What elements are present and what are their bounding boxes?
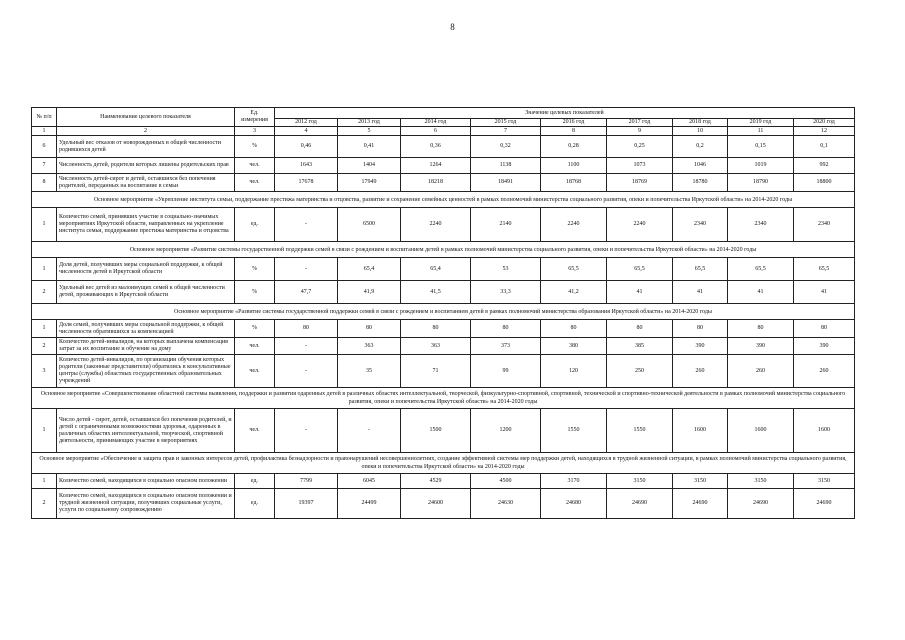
- value-cell: 65,4: [401, 258, 471, 281]
- column-number: 11: [728, 127, 794, 136]
- row-number: 1: [32, 320, 57, 338]
- row-number: 1: [32, 474, 57, 489]
- value-cell: 0,15: [728, 136, 794, 158]
- value-cell: 390: [728, 338, 794, 355]
- value-cell: 41,5: [401, 281, 471, 304]
- value-cell: 41: [607, 281, 673, 304]
- value-cell: 65,5: [541, 258, 607, 281]
- value-cell: 1404: [338, 158, 401, 174]
- indicator-name: Удельный вес детей из малоимущих семей к общей численности детей, проживающих в Иркутской области: [57, 281, 235, 304]
- value-cell: 33,3: [471, 281, 541, 304]
- value-cell: 80: [275, 320, 338, 338]
- table-header: [32, 108, 855, 136]
- value-cell: 24630: [471, 489, 541, 519]
- table-row: [32, 474, 855, 489]
- value-cell: 80: [794, 320, 855, 338]
- value-cell: 3150: [607, 474, 673, 489]
- column-number: 7: [471, 127, 541, 136]
- value-cell: 260: [794, 355, 855, 388]
- indicator-name: Численность детей, родители которых лишены родительских прав: [57, 158, 235, 174]
- value-cell: 19397: [275, 489, 338, 519]
- unit-cell: ед.: [235, 474, 275, 489]
- unit-cell: %: [235, 136, 275, 158]
- value-cell: 390: [794, 338, 855, 355]
- unit-cell: чел.: [235, 355, 275, 388]
- unit-cell: ед.: [235, 489, 275, 519]
- page-number: 8: [450, 22, 455, 32]
- indicator-name: Удельный вес отказов от новорожденных в общей численности родившихся детей: [57, 136, 235, 158]
- value-cell: 1046: [673, 158, 728, 174]
- year-header: 2012 год: [275, 119, 338, 127]
- column-number: 9: [607, 127, 673, 136]
- unit-cell: чел.: [235, 158, 275, 174]
- value-cell: 65,5: [728, 258, 794, 281]
- year-header: 2017 год: [607, 119, 673, 127]
- value-cell: 47,7: [275, 281, 338, 304]
- value-cell: 65,5: [607, 258, 673, 281]
- value-cell: 35: [338, 355, 401, 388]
- value-cell: 250: [607, 355, 673, 388]
- value-cell: 1643: [275, 158, 338, 174]
- value-cell: 18780: [673, 174, 728, 192]
- value-cell: 363: [401, 338, 471, 355]
- value-cell: 41,9: [338, 281, 401, 304]
- section-title: Основное мероприятие «Обеспечение и защита прав и законных интересов детей, профилактика безнадзорности и правонарушений несовершеннолетних, создание эффективной системы мер поддержки детей, находящихся в трудной жизненной ситуации, в рамках полномочий министерства социального развития, опеки и попечительства Иркутской области» на 2014-2020 годы: [32, 453, 855, 474]
- row-number: 6: [32, 136, 57, 158]
- value-cell: 24680: [541, 489, 607, 519]
- value-cell: 2340: [728, 208, 794, 242]
- indicator-name: Количество семей, принявших участие в социально-значимых мероприятиях Иркутской области, направленных на укрепление института семьи, поддержание престижа материнства и отцовства: [57, 208, 235, 242]
- value-cell: 1200: [471, 409, 541, 453]
- indicator-name: Количество детей-инвалидов, на которых выплачена компенсация затрат за их воспитание и обучение на дому: [57, 338, 235, 355]
- column-number: 8: [541, 127, 607, 136]
- value-cell: 53: [471, 258, 541, 281]
- table-row: [32, 281, 855, 304]
- indicator-name: Доля семей, получивших меры социальной поддержки, к общей численности обратившихся за компенсацией: [57, 320, 235, 338]
- row-number: 1: [32, 258, 57, 281]
- value-cell: 80: [338, 320, 401, 338]
- value-cell: 18491: [471, 174, 541, 192]
- unit-cell: %: [235, 320, 275, 338]
- value-cell: 17678: [275, 174, 338, 192]
- value-cell: 80: [673, 320, 728, 338]
- value-cell: 2240: [401, 208, 471, 242]
- value-cell: 120: [541, 355, 607, 388]
- section-title: Основное мероприятие «Развитие системы государственной поддержки семей в связи с рождением и воспитанием детей в рамках полномочий министерства социального развития, опеки и попечительства Иркутской области» на 2014-2020 годы: [32, 242, 855, 258]
- value-cell: 992: [794, 158, 855, 174]
- unit-cell: ед.: [235, 208, 275, 242]
- row-number: 2: [32, 281, 57, 304]
- value-cell: -: [275, 338, 338, 355]
- section-row: [32, 453, 855, 474]
- unit-cell: чел.: [235, 409, 275, 453]
- value-cell: -: [275, 258, 338, 281]
- unit-cell: %: [235, 258, 275, 281]
- value-cell: 0,36: [401, 136, 471, 158]
- value-cell: 6045: [338, 474, 401, 489]
- value-cell: 18769: [607, 174, 673, 192]
- column-number: 10: [673, 127, 728, 136]
- value-cell: 2140: [471, 208, 541, 242]
- row-number: 2: [32, 489, 57, 519]
- value-cell: 0,32: [471, 136, 541, 158]
- value-cell: 24690: [673, 489, 728, 519]
- value-cell: 2240: [607, 208, 673, 242]
- year-header: 2020 год: [794, 119, 855, 127]
- value-cell: 24690: [728, 489, 794, 519]
- value-cell: 363: [338, 338, 401, 355]
- year-header: 2018 год: [673, 119, 728, 127]
- value-cell: 2240: [541, 208, 607, 242]
- row-number: 1: [32, 208, 57, 242]
- value-cell: 41: [794, 281, 855, 304]
- value-cell: 24499: [338, 489, 401, 519]
- value-cell: 3170: [541, 474, 607, 489]
- value-cell: 0,25: [607, 136, 673, 158]
- unit-cell: чел.: [235, 338, 275, 355]
- row-number: 2: [32, 338, 57, 355]
- indicator-name: Численность детей-сирот и детей, оставшихся без попечения родителей, переданных на воспитание в семьи: [57, 174, 235, 192]
- value-cell: 2340: [673, 208, 728, 242]
- value-cell: 80: [471, 320, 541, 338]
- section-row: [32, 388, 855, 409]
- table-row: [32, 208, 855, 242]
- column-number: 6: [401, 127, 471, 136]
- value-cell: 1600: [728, 409, 794, 453]
- table-row: [32, 338, 855, 355]
- value-cell: 2340: [794, 208, 855, 242]
- unit-cell: %: [235, 281, 275, 304]
- value-cell: 390: [673, 338, 728, 355]
- table-row: [32, 174, 855, 192]
- table-row: [32, 258, 855, 281]
- section-row: [32, 242, 855, 258]
- column-number: 1: [32, 127, 57, 136]
- value-cell: 1138: [471, 158, 541, 174]
- table-body: [32, 136, 855, 519]
- row-number: 1: [32, 409, 57, 453]
- year-header: 2019 год: [728, 119, 794, 127]
- values-group-header: Значение целевых показателей: [275, 108, 855, 119]
- value-cell: 80: [401, 320, 471, 338]
- value-cell: 373: [471, 338, 541, 355]
- value-cell: 1264: [401, 158, 471, 174]
- indicator-name: Количество семей, находящихся в социально опасном положении: [57, 474, 235, 489]
- value-cell: 41: [728, 281, 794, 304]
- column-number: 12: [794, 127, 855, 136]
- value-cell: 18768: [541, 174, 607, 192]
- unit-cell: чел.: [235, 174, 275, 192]
- value-cell: 260: [728, 355, 794, 388]
- value-cell: 0,28: [541, 136, 607, 158]
- value-cell: 18790: [728, 174, 794, 192]
- indicator-name: Количество детей-инвалидов, по организации обучения которых родители (законные представители) обратились в консультативные центры (службы) областных государственных образовательных учреждений: [57, 355, 235, 388]
- value-cell: 1550: [541, 409, 607, 453]
- row-number: 8: [32, 174, 57, 192]
- col-unit-header: Ед. измерения: [235, 108, 275, 127]
- value-cell: 80: [728, 320, 794, 338]
- section-row: [32, 304, 855, 320]
- value-cell: 3150: [728, 474, 794, 489]
- indicator-name: Доля детей, получивших меры социальной поддержки, к общей численности детей в Иркутской области: [57, 258, 235, 281]
- table-row: [32, 355, 855, 388]
- value-cell: -: [338, 409, 401, 453]
- value-cell: 41: [673, 281, 728, 304]
- value-cell: 3150: [794, 474, 855, 489]
- column-number: 5: [338, 127, 401, 136]
- table-row: [32, 320, 855, 338]
- section-title: Основное мероприятие «Укрепление института семьи, поддержание престижа материнства и отцовства, развитие и сохранение семейных ценностей в рамках полномочий министерства социального развития, опеки и попечительства Иркутской области» на 2014-2020 годы: [32, 192, 855, 208]
- column-number: 4: [275, 127, 338, 136]
- value-cell: 65,4: [338, 258, 401, 281]
- value-cell: 24690: [607, 489, 673, 519]
- value-cell: 6500: [338, 208, 401, 242]
- value-cell: 7799: [275, 474, 338, 489]
- column-number: 2: [57, 127, 235, 136]
- value-cell: -: [275, 208, 338, 242]
- value-cell: 3150: [673, 474, 728, 489]
- value-cell: 24690: [794, 489, 855, 519]
- value-cell: 1500: [401, 409, 471, 453]
- value-cell: 0,41: [338, 136, 401, 158]
- value-cell: 0,2: [673, 136, 728, 158]
- value-cell: 80: [607, 320, 673, 338]
- value-cell: 24600: [401, 489, 471, 519]
- section-row: [32, 192, 855, 208]
- year-header: 2014 год: [401, 119, 471, 127]
- value-cell: 80: [541, 320, 607, 338]
- table-row: [32, 158, 855, 174]
- value-cell: 1600: [794, 409, 855, 453]
- value-cell: 18218: [401, 174, 471, 192]
- indicator-name: Количество семей, находящихся в социально опасном положении и трудной жизненной ситуации, получивших социальные услуги, услуги по социальному сопровождению: [57, 489, 235, 519]
- value-cell: 4529: [401, 474, 471, 489]
- value-cell: 1019: [728, 158, 794, 174]
- value-cell: 71: [401, 355, 471, 388]
- row-number: 3: [32, 355, 57, 388]
- value-cell: 385: [607, 338, 673, 355]
- section-title: Основное мероприятие «Развитие системы государственной поддержки семей в связи с рождением и воспитанием детей в рамках полномочий министерства образования Иркутской области» на 2014-2020 годы: [32, 304, 855, 320]
- value-cell: 4500: [471, 474, 541, 489]
- value-cell: 18800: [794, 174, 855, 192]
- value-cell: 41,2: [541, 281, 607, 304]
- section-title: Основное мероприятие «Совершенствование областной системы выявления, поддержки и развития одаренных детей в различных областях интеллектуальной, творческой, физкультурно-спортивной, спортивной, технической и спортивно-технической деятельности в рамках полномочий министерства социального развития, опеки и попечительства Иркутской области» на 2014-2020 годы: [32, 388, 855, 409]
- table-row: [32, 489, 855, 519]
- year-header: 2013 год: [338, 119, 401, 127]
- table-row: [32, 409, 855, 453]
- value-cell: 65,5: [794, 258, 855, 281]
- value-cell: 17949: [338, 174, 401, 192]
- year-header: 2015 год: [471, 119, 541, 127]
- value-cell: 1073: [607, 158, 673, 174]
- indicator-name: Число детей - сирот, детей, оставшихся без попечения родителей, и детей с ограниченными возможностями здоровья, одаренных в различных областях интеллектуальной, творческой, спортивной деятельности, принимающих участие в мероприятиях: [57, 409, 235, 453]
- value-cell: 0,46: [275, 136, 338, 158]
- value-cell: 1550: [607, 409, 673, 453]
- row-number: 7: [32, 158, 57, 174]
- value-cell: 260: [673, 355, 728, 388]
- value-cell: 1600: [673, 409, 728, 453]
- table-row: [32, 136, 855, 158]
- value-cell: 380: [541, 338, 607, 355]
- col-number-header: № п/п: [32, 108, 57, 127]
- year-header: 2016 год: [541, 119, 607, 127]
- value-cell: 1100: [541, 158, 607, 174]
- value-cell: 65,5: [673, 258, 728, 281]
- value-cell: 0,1: [794, 136, 855, 158]
- value-cell: -: [275, 355, 338, 388]
- indicators-table: [31, 107, 855, 519]
- col-name-header: Наименование целевого показателя: [57, 108, 235, 127]
- column-number: 3: [235, 127, 275, 136]
- value-cell: -: [275, 409, 338, 453]
- value-cell: 99: [471, 355, 541, 388]
